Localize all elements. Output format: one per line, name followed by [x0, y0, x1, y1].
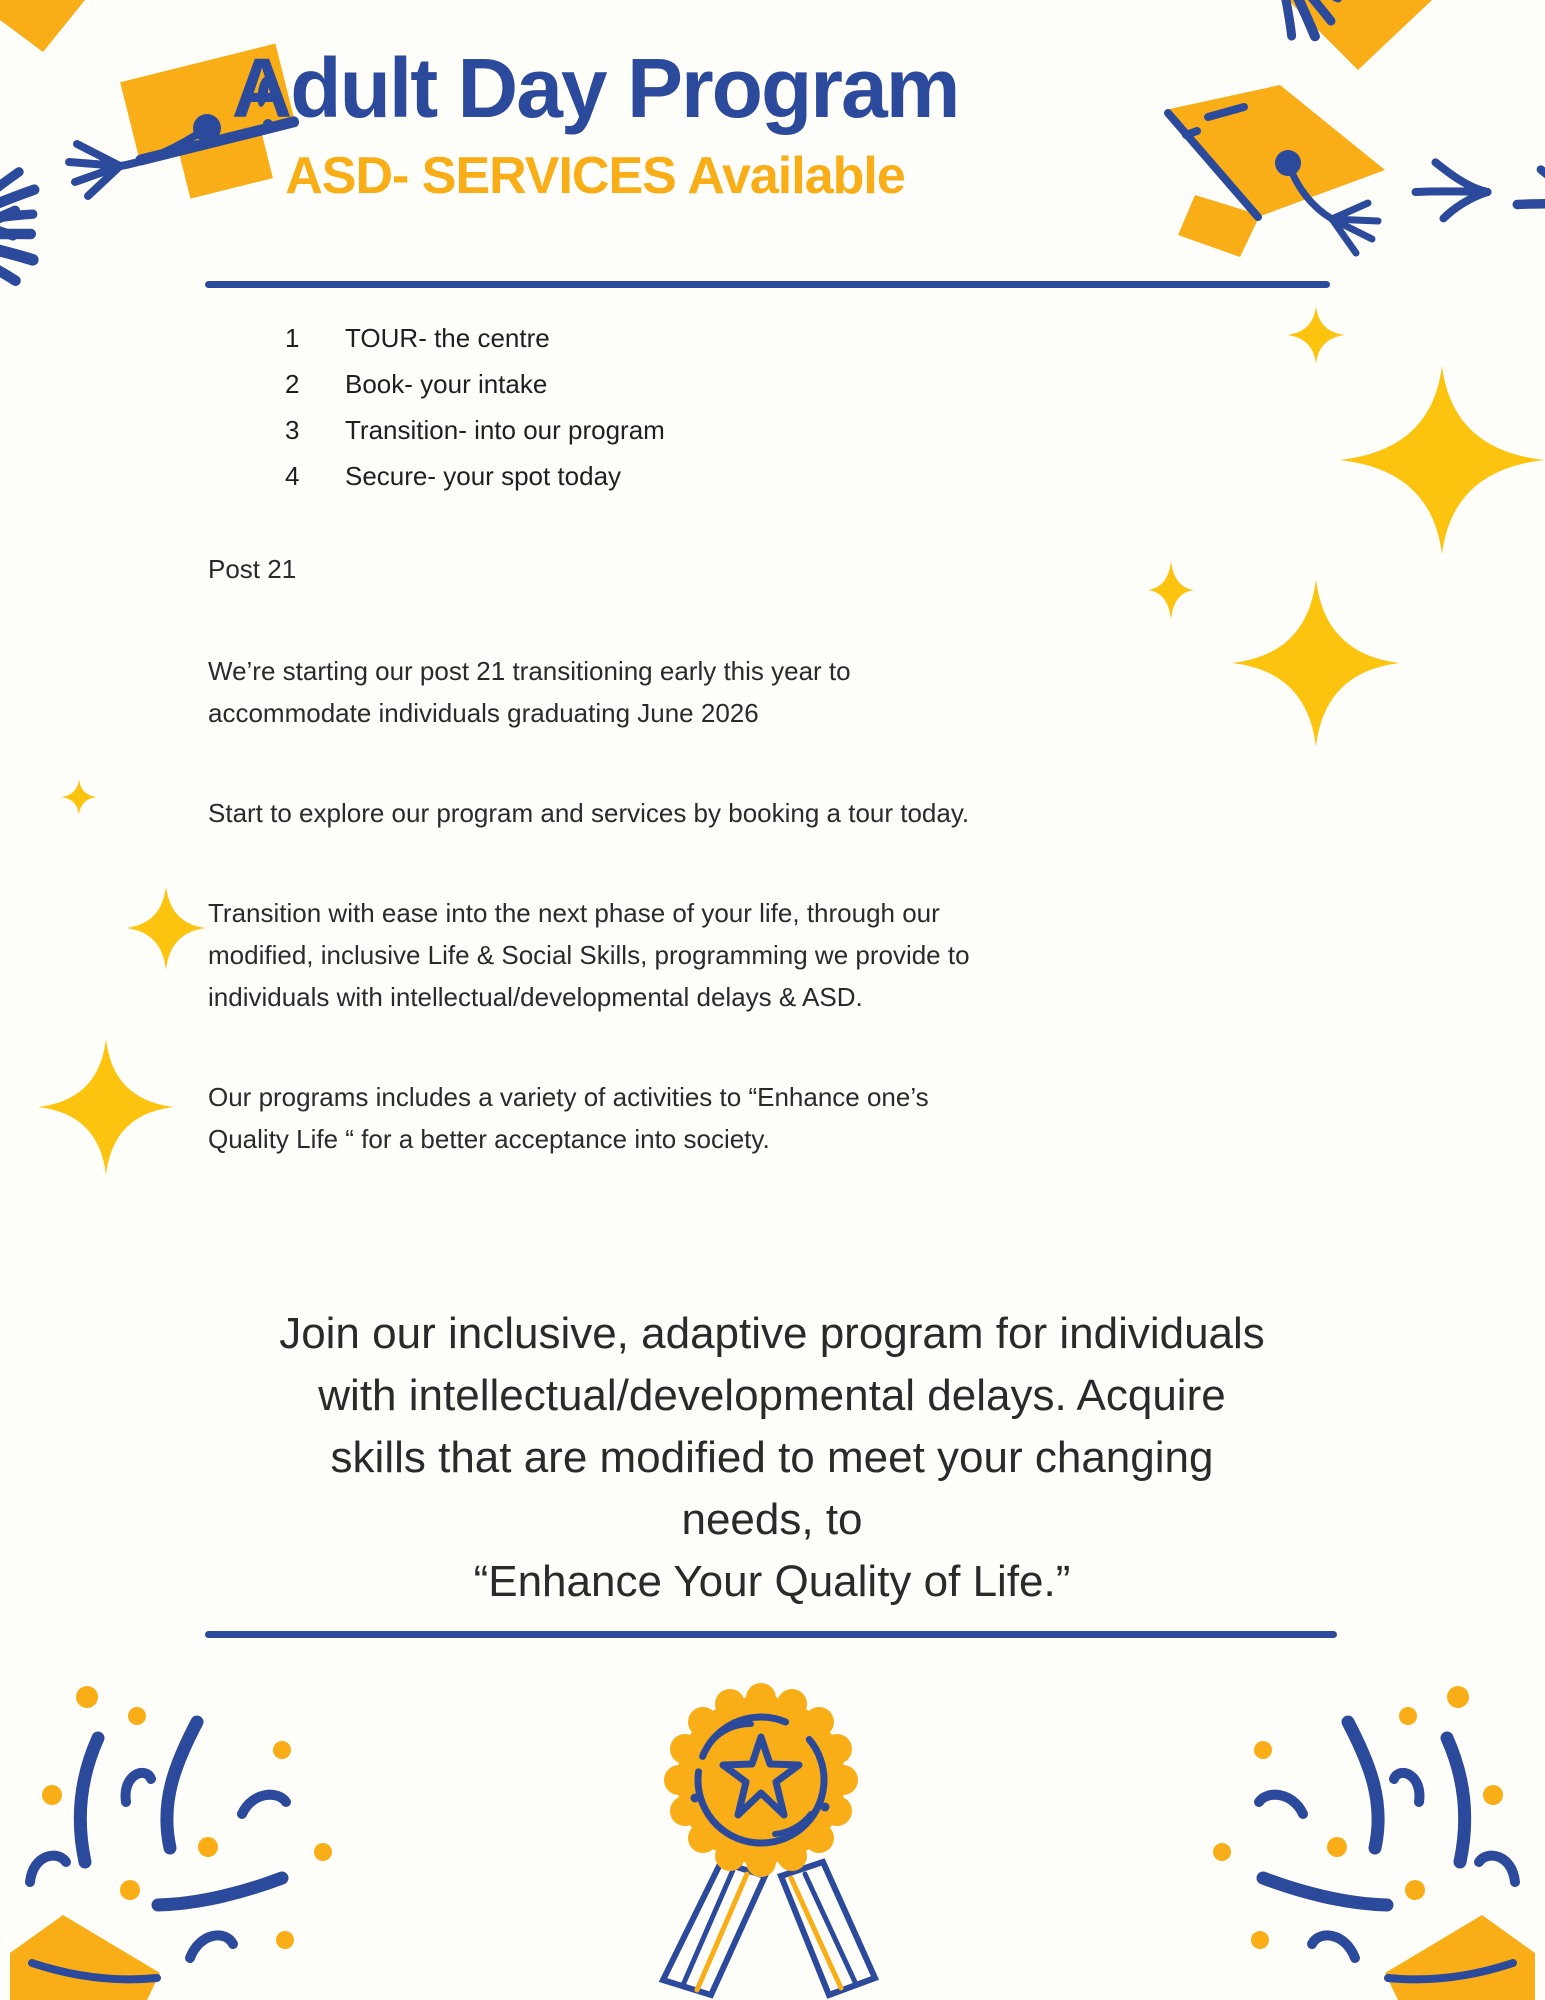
step-number: 2 [285, 369, 300, 399]
diamond-icon [0, 0, 90, 55]
closing-quote [122, 1303, 1422, 1613]
confetti-popper-icon [0, 1682, 345, 2000]
leaf-spray-icon [1500, 162, 1545, 247]
body-paragraph: Transition with ease into the next phase of your life, through our modified, inclusive Life & Social Skills, programming we provide to individuals with intellectual/developmental delays & ASD. [208, 898, 970, 1012]
step-number: 1 [285, 323, 300, 353]
quote-line: with intellectual/developmental delays. Acquire [318, 1371, 1226, 1420]
flyer-header [105, 41, 1085, 206]
body-copy [208, 548, 988, 1218]
page-title: Adult Day Program [231, 41, 959, 135]
step-label: Transition- into our program [345, 415, 665, 445]
step-label: Secure- your spot today [345, 461, 622, 491]
quote-line: “Enhance Your Quality of Life.” [473, 1557, 1071, 1606]
sparkle-icon [1287, 306, 1345, 364]
step-number: 4 [285, 461, 300, 491]
step-label: Book- your intake [345, 369, 548, 399]
list-item [285, 414, 665, 446]
sparkle-icon [1232, 579, 1400, 747]
steps-list [285, 322, 665, 506]
body-paragraph: Start to explore our program and services by booking a tour today. [208, 798, 970, 828]
sparkle-icon [1339, 366, 1545, 554]
quote-line: skills that are modified to meet your changing [330, 1433, 1214, 1482]
ribbon-tails [663, 1862, 875, 1995]
list-item [285, 368, 665, 400]
quote-line: needs, to [681, 1495, 863, 1544]
list-item [285, 460, 665, 492]
rosette [664, 1683, 858, 1877]
body-paragraph: Our programs includes a variety of activities to “Enhance one’s Quality Life “ for a better acceptance into society. [208, 1082, 929, 1154]
list-item [285, 322, 665, 354]
quote-line: Join our inclusive, adaptive program for individuals [279, 1309, 1265, 1358]
bottom-divider [205, 1631, 1337, 1638]
sparkle-icon [61, 779, 97, 815]
step-number: 3 [285, 415, 300, 445]
body-paragraph: We’re starting our post 21 transitioning early this year to accommodate individuals graduating June 2026 [208, 656, 851, 728]
top-divider [205, 281, 1330, 288]
sparkle-icon [126, 886, 206, 970]
step-label: TOUR- the centre [345, 323, 550, 353]
award-ribbon-icon [633, 1680, 893, 2000]
leaf-spray-icon [1400, 156, 1495, 228]
sparkle-icon [38, 1039, 174, 1175]
body-heading: Post 21 [208, 554, 297, 584]
graduation-cap-icon [1140, 75, 1400, 260]
sparkle-icon [1148, 560, 1194, 620]
confetti-popper-icon [1200, 1682, 1545, 2000]
page-subtitle: ASD- SERVICES Available [285, 147, 905, 206]
